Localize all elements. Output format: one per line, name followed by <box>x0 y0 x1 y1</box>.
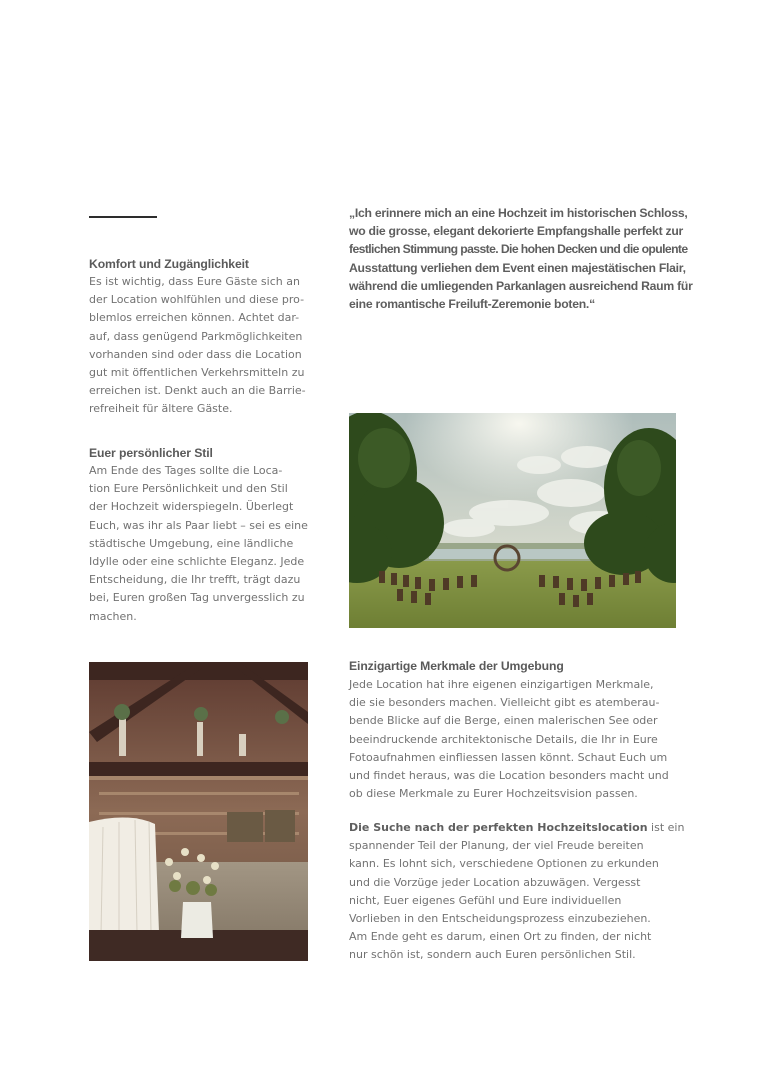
text-line: der Hochzeit widerspiegeln. Überlegt <box>89 500 294 514</box>
section-heading-comfort: Komfort und Zugänglichkeit <box>89 257 249 271</box>
text-line: auf, dass genügend Parkmöglichkeiten <box>89 329 303 343</box>
search-lead: Die Suche nach der perfekten Hochzeitslocation <box>349 821 648 834</box>
text-line: Vorlieben in den Entscheidungsprozess einzubeziehen. <box>349 912 651 926</box>
text-line: nur schön ist, sondern auch Euren persönlichen Stil. <box>349 948 636 962</box>
text-fragment: ist ein <box>647 821 685 834</box>
search-paragraph <box>349 819 685 965</box>
quote-line: eine romantische Freiluft-Zeremonie boten.“ <box>349 297 595 312</box>
text-line: die sie besonders machen. Vielleicht gibt es atemberau- <box>349 696 660 710</box>
outdoor-ceremony-photo <box>349 413 676 628</box>
quote-line: während die umliegenden Parkanlagen ausreichend Raum für <box>349 278 693 293</box>
text-line: Idylle oder eine schlichte Eleganz. Jede <box>89 555 305 569</box>
text-line: nicht, Euer eigenes Gefühl und Eure individuellen <box>349 893 622 907</box>
text-line: vorhanden sind oder dass die Location <box>89 347 302 361</box>
barn-interior-photo <box>89 662 308 961</box>
section-heading-features: Einzigartige Merkmale der Umgebung <box>349 659 564 673</box>
text-line: Es ist wichtig, dass Eure Gäste sich an <box>89 275 300 288</box>
style-paragraph <box>89 462 308 626</box>
text-line: spannender Teil der Planung, der viel Freude bereiten <box>349 839 644 853</box>
text-line: bende Blicke auf die Berge, einen malerischen See oder <box>349 714 658 728</box>
text-line: städtische Umgebung, eine ländliche <box>89 536 294 550</box>
text-line: Am Ende des Tages sollte die Loca- <box>89 464 283 477</box>
pull-quote <box>349 204 693 313</box>
text-line: der Location wohlfühlen und diese pro- <box>89 293 305 307</box>
text-line: bei, Euren großen Tag unvergesslich zu <box>89 591 305 605</box>
text-line: kann. Es lohnt sich, verschiedene Optionen zu erkunden <box>349 857 659 871</box>
text-line: Am Ende geht es darum, einen Ort zu finden, der nicht <box>349 930 652 944</box>
text-line: und die Vorzüge jeder Location abzuwägen. Vergesst <box>349 875 641 889</box>
text-line <box>349 819 685 837</box>
decorative-rule <box>89 216 157 218</box>
quote-line: „Ich erinnere mich an eine Hochzeit im historischen Schloss, <box>349 206 688 220</box>
text-line: Euch, was ihr als Paar liebt – sei es eine <box>89 518 308 532</box>
text-line: machen. <box>89 609 137 623</box>
text-line: refreiheit für ältere Gäste. <box>89 402 233 416</box>
section-heading-style: Euer persönlicher Stil <box>89 446 213 460</box>
text-line: Fotoaufnahmen einfliessen lassen könnt. Schaut Euch um <box>349 750 668 764</box>
quote-line: Ausstattung verliehen dem Event einen majestätischen Flair, <box>349 260 686 275</box>
text-line: und findet heraus, was die Location besonders macht und <box>349 769 669 783</box>
comfort-paragraph <box>89 273 308 419</box>
quote-line: wo die grosse, elegant dekorierte Empfangshalle perfekt zur <box>349 224 684 239</box>
text-line: ob diese Merkmale zu Eurer Hochzeitsvision passen. <box>349 787 638 801</box>
text-line: Jede Location hat ihre eigenen einzigartigen Merkmale, <box>349 678 654 691</box>
text-line: beeindruckende architektonische Details, die Ihr in Eure <box>349 732 658 746</box>
text-line: blemlos erreichen können. Achtet dar- <box>89 311 300 325</box>
text-line: Entscheidung, die Ihr trefft, trägt dazu <box>89 573 301 587</box>
text-line: erreichen ist. Denkt auch an die Barrie- <box>89 384 306 398</box>
text-line: tion Eure Persönlichkeit und den Stil <box>89 482 288 496</box>
text-line: gut mit öffentlichen Verkehrsmitteln zu <box>89 366 305 380</box>
quote-line: festlichen Stimmung passte. Die hohen Decken und die opulente <box>349 242 688 257</box>
features-paragraph <box>349 676 676 803</box>
